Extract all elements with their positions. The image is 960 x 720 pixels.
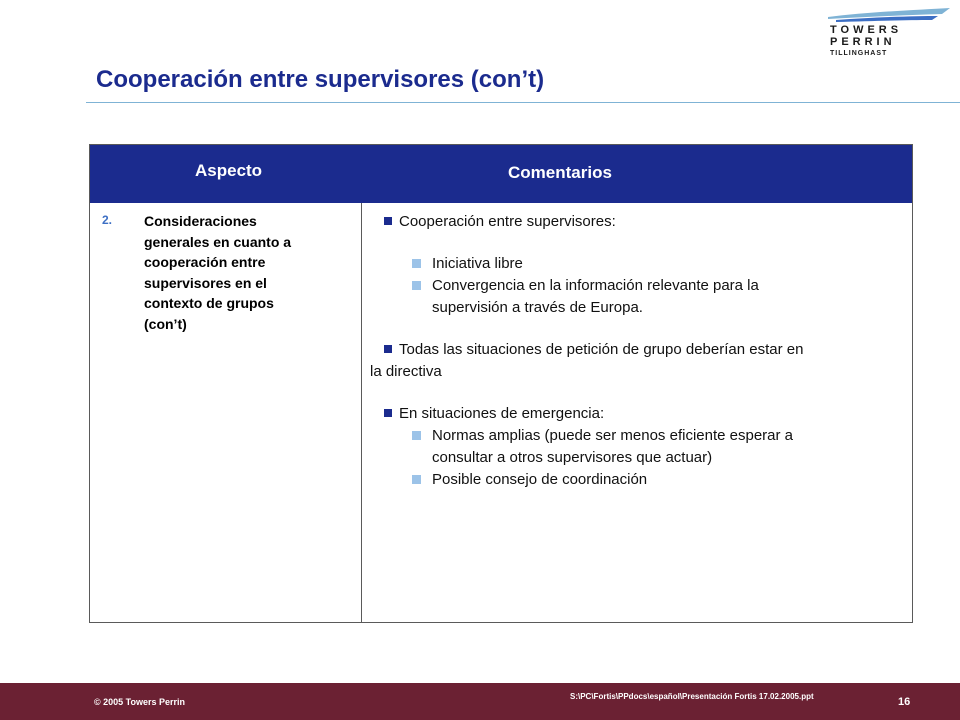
comment-item-cont: la directiva — [370, 363, 442, 380]
title-divider — [86, 102, 960, 103]
aspect-line: Consideraciones — [144, 213, 257, 229]
sub-bullet-square-icon — [412, 259, 421, 268]
slide-title: Cooperación entre supervisores (con’t) — [96, 66, 545, 93]
comment-subitem: Normas amplias (puede ser menos eficiente esperar a — [432, 427, 794, 444]
comment-text: Todas las situaciones de petición de grupo deberían estar en — [399, 341, 804, 358]
comment-item — [384, 339, 803, 361]
sub-bullet-square-icon — [412, 281, 421, 290]
bullet-square-icon — [384, 345, 392, 353]
logo-line3: TILLINGHAST — [830, 50, 888, 57]
aspect-line: contexto de grupos — [144, 295, 274, 311]
aspect-number: 2. — [102, 213, 113, 227]
comment-subitem: Posible consejo de coordinación — [432, 471, 648, 488]
comment-item — [384, 211, 616, 233]
comment-text: En situaciones de emergencia: — [399, 405, 605, 422]
aspect-comments-table — [89, 144, 913, 623]
logo-line2: PERRIN — [830, 36, 896, 48]
aspect-line: generales en cuanto a — [144, 233, 292, 250]
footer-bar — [0, 683, 960, 720]
aspect-line: cooperación entre — [144, 254, 266, 270]
header-comments: Comentarios — [508, 163, 612, 182]
sub-bullet-square-icon — [412, 475, 421, 484]
bullet-square-icon — [384, 217, 392, 225]
sub-bullet-square-icon — [412, 431, 421, 440]
logo-line1: TOWERS — [830, 24, 903, 36]
column-divider — [361, 203, 362, 623]
footer-file-path: S:\PC\Fortis\PPdocs\español\Presentación Fortis 17.02.2005.ppt — [570, 692, 814, 701]
aspect-text — [144, 211, 356, 334]
towers-perrin-logo — [826, 8, 952, 68]
page-number: 16 — [898, 696, 911, 708]
aspect-line: supervisores en el — [144, 274, 267, 291]
comment-text: Cooperación entre supervisores: — [399, 213, 616, 230]
comment-item — [384, 403, 604, 425]
comment-subitem-cont: consultar a otros supervisores que actuar) — [432, 449, 713, 466]
bullet-square-icon — [384, 409, 392, 417]
comment-subitem: Iniciativa libre — [432, 255, 523, 272]
comment-subitem: Convergencia en la información relevante para la — [432, 277, 759, 294]
table-header — [90, 145, 912, 203]
footer-copyright: © 2005 Towers Perrin — [94, 697, 186, 707]
aspect-line: (con’t) — [144, 315, 187, 332]
header-aspect: Aspecto — [195, 161, 263, 180]
comment-subitem-cont: supervisión a través de Europa. — [432, 299, 643, 316]
